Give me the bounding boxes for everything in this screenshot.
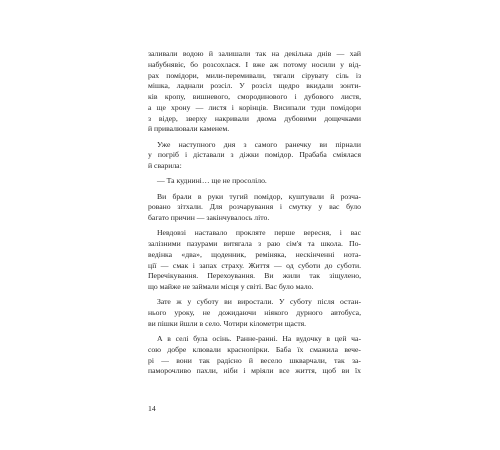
text-line: Перечікування. Перехоування. Ви жили так зіщулено, [148,271,361,281]
text-line: рах помідори, мили-перемивали, тягали сірувату сіль із [148,70,361,80]
text-line: набубнявіє, бо розсохлася. І вже аж потому носили у від- [148,59,361,69]
text-line: ровано зітхали. Для розчарування і смутку у вас було [148,202,361,212]
text-line: залізними пазурами витягала з раю сім'я та школа. По- [148,239,361,248]
text-line: — Та куднині… ще не просолілo. [157,176,267,186]
text-line: сою добре клювали краснопірки. Баба їх смажила вече- [148,344,361,354]
text-line: Невдовзі наставало прокляте перше вересня, і вас [157,228,361,238]
paragraph-p4 [148,192,361,224]
text-line: й привалювали каменем. [148,124,230,134]
paragraph-p1 [148,49,361,135]
text-line: Уже наступного дня з самого ранечку ви пірнали [157,139,361,149]
paragraph-p2 [148,140,361,172]
text-line: й сварила: [148,161,182,170]
body-text [148,49,361,377]
text-line: А в селі була осінь. Ранне-ранні. На вудочку в цей ча- [157,334,361,343]
text-line: а ще хрону — листя і корінців. Висипали туди помідори [148,102,361,112]
text-line: ведінка «два», щоденник, ремінякa, нескінченні нота- [148,249,361,259]
text-line: ції — смак і запах страху. Життя — од суботи до суботи. [148,260,361,270]
paragraph-p3 [148,176,361,187]
text-line: нього уроку, не дожидаючи ніякого дурного автобуса, [148,308,361,317]
text-line: паморочливо пахли, ніби і мріяли все життя, щоб ви їх [148,366,361,376]
text-line: рі — вони так радісно й весело шкварчали, так за- [148,355,361,365]
text-line: Ви брали в руки тугий помідор, куштували й розча- [157,191,361,201]
text-line: мішка, ладнали розсіл. У розсіл щедро вкидали зонти- [148,81,361,91]
text-line: Зате ж у суботу ви виростали. У суботу після остан- [157,297,361,307]
text-line: ви пішки йшли в село. Чотири кілометри щастя. [148,318,307,328]
text-line: у погріб і діставали з діжки помідор. Прабаба сміялася [148,150,361,160]
text-line: заливали водою й залишали так на декілька днів — хай [148,49,361,58]
text-line: що майже не займали місця у світі. Вас було мало. [148,282,314,291]
text-line: ків кропу, вишневого, смородинового і дубового листя, [148,92,361,101]
text-line: з відер, зверху накривали двома дубовими дощечками [148,113,361,123]
paragraph-p5 [148,228,361,293]
paragraph-p6 [148,297,361,329]
paragraph-p7 [148,334,361,377]
text-line: багато причин — закінчувалось літо. [148,213,270,222]
page-number: 14 [148,404,156,413]
